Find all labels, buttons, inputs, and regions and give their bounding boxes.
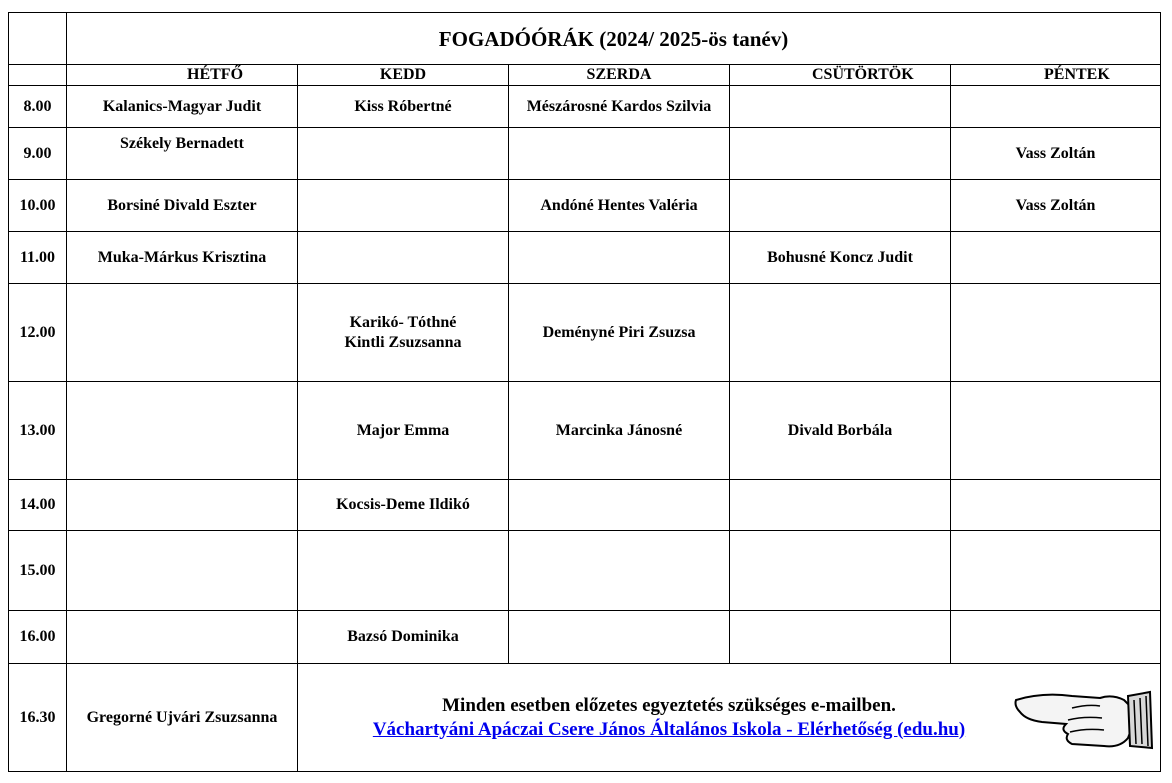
time-cell: 13.00: [9, 382, 67, 480]
table-row: [9, 128, 1161, 180]
day-header-row: [9, 65, 1161, 86]
cell-wednesday: [509, 531, 730, 611]
cell-friday: [951, 232, 1161, 284]
cell-wednesday: [509, 480, 730, 531]
table-row: [9, 86, 1161, 128]
cell-tuesday: [298, 128, 509, 180]
cell-thursday: [730, 180, 951, 232]
pointing-hand-icon: [1012, 686, 1154, 756]
teacher-name: Divald Borbála: [787, 421, 893, 439]
cell-thursday: [730, 232, 951, 284]
cell-thursday: [730, 382, 951, 480]
time-cell: 11.00: [9, 232, 67, 284]
cell-wednesday: [509, 284, 730, 382]
time-cell: 14.00: [9, 480, 67, 531]
cell-thursday: [730, 128, 951, 180]
teacher-name: Muka-Márkus Krisztina: [97, 248, 267, 266]
cell-tuesday: [298, 531, 509, 611]
cell-monday: [67, 180, 298, 232]
cell-friday: [951, 611, 1161, 664]
teacher-name: Bazsó Dominika: [347, 628, 459, 645]
cell-wednesday: [509, 611, 730, 664]
cell-friday: [951, 128, 1161, 180]
day-header-friday: PÉNTEK: [951, 65, 1161, 86]
cell-wednesday: [509, 382, 730, 480]
teacher-name: Kocsis-Deme Ildikó: [336, 496, 470, 513]
day-header-tuesday: KEDD: [298, 65, 509, 86]
cell-wednesday: [509, 180, 730, 232]
time-cell: 15.00: [9, 531, 67, 611]
teacher-name: Karikó- Tóthné Kintli Zsuzsanna: [344, 313, 462, 351]
cell-thursday: [730, 86, 951, 128]
corner-cell: [9, 13, 67, 65]
day-header-monday: HÉTFŐ: [67, 65, 298, 86]
time-cell: 9.00: [9, 128, 67, 180]
cell-wednesday: [509, 128, 730, 180]
day-header-thursday: CSÜTÖRTÖK: [730, 65, 951, 86]
cell-wednesday: [509, 86, 730, 128]
cell-thursday: [730, 611, 951, 664]
cell-thursday: [730, 284, 951, 382]
cell-monday: [67, 531, 298, 611]
schedule-table: [8, 12, 1161, 772]
cell-tuesday: [298, 284, 509, 382]
cell-friday: [951, 284, 1161, 382]
day-header-wednesday: SZERDA: [509, 65, 730, 86]
time-cell: 16.30: [9, 664, 67, 772]
table-row: [9, 180, 1161, 232]
teacher-name: Vass Zoltán: [1015, 196, 1096, 214]
teacher-name: Andóné Hentes Valéria: [540, 196, 698, 214]
note-cell: [298, 664, 1161, 772]
time-header-cell: [9, 65, 67, 86]
title-row: [9, 13, 1161, 65]
cell-tuesday: [298, 480, 509, 531]
teacher-name: Major Emma: [356, 421, 450, 439]
time-cell: 10.00: [9, 180, 67, 232]
note-block: [238, 694, 1100, 742]
cell-monday: [67, 232, 298, 284]
teacher-name: Borsiné Divald Eszter: [107, 196, 257, 214]
cell-monday: [67, 284, 298, 382]
teacher-name: Székely Bernadett: [120, 135, 244, 152]
table-row: [9, 382, 1161, 480]
note-text: Minden esetben előzetes egyeztetés szükséges e-mailben.: [442, 694, 896, 716]
table-row: [9, 232, 1161, 284]
cell-tuesday: [298, 232, 509, 284]
table-row: [9, 611, 1161, 664]
cell-monday: [67, 128, 298, 180]
cell-tuesday: [298, 180, 509, 232]
cell-thursday: [730, 480, 951, 531]
cell-friday: [951, 86, 1161, 128]
page-title: FOGADÓÓRÁK (2024/ 2025-ös tanév): [67, 13, 1161, 65]
time-cell: 16.00: [9, 611, 67, 664]
cell-tuesday: [298, 86, 509, 128]
table-row: [9, 531, 1161, 611]
table-row: [9, 284, 1161, 382]
cell-tuesday: [298, 382, 509, 480]
table-row-last: [9, 664, 1161, 772]
time-cell: 12.00: [9, 284, 67, 382]
cell-monday: [67, 611, 298, 664]
cell-monday: [67, 480, 298, 531]
teacher-name: Deményné Piri Zsuzsa: [542, 323, 696, 341]
teacher-name: Kiss Róbertné: [354, 97, 452, 115]
contact-link[interactable]: Váchartyáni Apáczai Csere János Általános Iskola - Elérhetőség (edu.hu): [372, 718, 966, 740]
cell-friday: [951, 531, 1161, 611]
cell-monday: [67, 86, 298, 128]
cell-friday: [951, 480, 1161, 531]
teacher-name: Kalanics-Magyar Judit: [102, 97, 262, 115]
teacher-name: Vass Zoltán: [1015, 144, 1096, 162]
cell-friday: [951, 382, 1161, 480]
cell-friday: [951, 180, 1161, 232]
time-cell: 8.00: [9, 86, 67, 128]
teacher-name: Gregorné Ujvári Zsuzsanna: [86, 708, 278, 726]
teacher-name: Bohusné Koncz Judit: [767, 248, 913, 266]
cell-thursday: [730, 531, 951, 611]
teacher-name: Marcinka Jánosné: [555, 421, 683, 439]
teacher-name: Mészárosné Kardos Szilvia: [526, 97, 712, 115]
table-row: [9, 480, 1161, 531]
cell-wednesday: [509, 232, 730, 284]
cell-monday: [67, 382, 298, 480]
cell-tuesday: [298, 611, 509, 664]
